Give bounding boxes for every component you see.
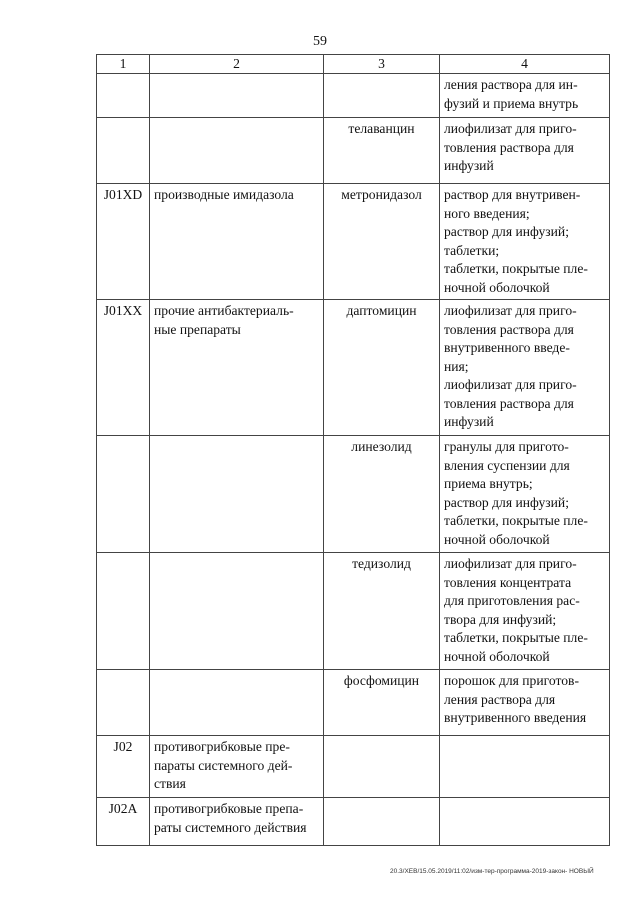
table-row <box>97 670 610 736</box>
pharmacological-group-line: противогрибковые пре- <box>154 739 290 754</box>
dosage-form-line: лиофилизат для приго- <box>444 121 577 136</box>
atc-code-cell <box>97 118 150 184</box>
pharmacological-group-cell <box>150 670 324 736</box>
dosage-form-line: вления суспензии для <box>444 457 570 473</box>
dosage-form-line: ного введения; <box>444 205 530 221</box>
drug-name-cell: тедизолид <box>324 553 440 670</box>
dosage-form-line: лиофилизат для приго- <box>444 556 577 571</box>
pharmacological-group-cell <box>150 736 324 798</box>
pharmacological-group-cell <box>150 300 324 436</box>
pharmacological-group-cell <box>150 553 324 670</box>
column-header-2: 2 <box>150 55 324 74</box>
atc-code-cell <box>97 74 150 118</box>
header-row <box>97 55 610 74</box>
dosage-form-line: гранулы для пригото- <box>444 439 569 454</box>
atc-code-cell <box>97 670 150 736</box>
pharmacological-group-line: противогрибковые препа- <box>154 801 304 816</box>
dosage-form-cell <box>440 118 610 184</box>
dosage-form-line: ления раствора для <box>444 691 556 707</box>
dosage-form-line: лиофилизат для приго- <box>444 377 577 392</box>
dosage-form-line: таблетки, покрытые пле- <box>444 261 588 276</box>
dosage-form-line: ления раствора для ин- <box>444 77 578 92</box>
dosage-form-line: ночной оболочкой <box>444 531 550 547</box>
dosage-form-line: лиофилизат для приго- <box>444 303 577 318</box>
dosage-form-line: раствор для внутривен- <box>444 187 581 202</box>
dosage-form-cell <box>440 736 610 798</box>
dosage-form-line: фузий и приема внутрь <box>444 95 579 111</box>
dosage-form-line: порошок для приготов- <box>444 673 579 688</box>
dosage-form-line: таблетки, покрытые пле- <box>444 513 588 528</box>
pharmacological-group-cell <box>150 436 324 553</box>
drug-name-cell: линезолид <box>324 436 440 553</box>
pharmacological-group-cell <box>150 798 324 846</box>
dosage-form-line: для приготовления рас- <box>444 593 580 608</box>
drug-name-cell: фосфомицин <box>324 670 440 736</box>
dosage-form-cell <box>440 670 610 736</box>
pharmacological-group-cell <box>150 184 324 300</box>
table-row <box>97 184 610 300</box>
pharmacological-group-line: ствия <box>154 776 186 791</box>
pharmacological-group-line: параты системного дей- <box>154 757 293 773</box>
pharmacological-group-line: ные препараты <box>154 321 241 337</box>
drug-name-cell: метронидазол <box>324 184 440 300</box>
table-row <box>97 436 610 553</box>
dosage-form-line: раствор для инфузий; <box>444 224 569 239</box>
dosage-form-cell <box>440 300 610 436</box>
dosage-form-line: инфузий <box>444 158 494 173</box>
column-header-4: 4 <box>440 55 610 74</box>
pharmacological-group-line: раты системного действия <box>154 819 307 835</box>
atc-code-cell <box>97 553 150 670</box>
dosage-form-cell <box>440 184 610 300</box>
dosage-form-cell <box>440 436 610 553</box>
dosage-form-line: товления раствора для <box>444 321 574 337</box>
pharmacological-group-cell <box>150 118 324 184</box>
dosage-form-line: товления раствора для <box>444 139 574 155</box>
dosage-form-line: ния; <box>444 358 469 374</box>
table-row <box>97 300 610 436</box>
dosage-form-cell <box>440 798 610 846</box>
atc-code-cell: J01XX <box>97 300 150 436</box>
dosage-form-line: инфузий <box>444 414 494 429</box>
table-body <box>97 74 610 846</box>
drug-table <box>96 54 610 846</box>
dosage-form-line: ночной оболочкой <box>444 648 550 664</box>
dosage-form-line: внутривенного введения <box>444 710 587 725</box>
drug-name-cell <box>324 798 440 846</box>
atc-code-cell: J01XD <box>97 184 150 300</box>
dosage-form-line: товления концентрата <box>444 574 572 590</box>
dosage-form-line: приема внутрь; <box>444 476 533 491</box>
dosage-form-line: ночной оболочкой <box>444 279 550 295</box>
drug-name-cell: телаванцин <box>324 118 440 184</box>
dosage-form-line: внутривенного введе- <box>444 340 570 355</box>
table-row <box>97 553 610 670</box>
drug-name-cell <box>324 74 440 118</box>
dosage-form-line: таблетки; <box>444 242 500 258</box>
column-header-3: 3 <box>324 55 440 74</box>
dosage-form-cell <box>440 553 610 670</box>
dosage-form-line: таблетки, покрытые пле- <box>444 630 588 645</box>
pharmacological-group-line: производные имидазола <box>154 187 294 202</box>
table-row <box>97 798 610 846</box>
dosage-form-line: твора для инфузий; <box>444 611 557 627</box>
page-number: 59 <box>313 34 327 49</box>
atc-code-cell: J02A <box>97 798 150 846</box>
dosage-form-line: товления раствора для <box>444 395 574 411</box>
pharmacological-group-line: прочие антибактериаль- <box>154 303 294 318</box>
table-row <box>97 736 610 798</box>
table-row <box>97 118 610 184</box>
footer-stamp: 20.3/ХЕВ/15.05.2019/11:02/изм-тер-программа-2019-закон- НОВЫЙ <box>390 868 594 875</box>
atc-code-cell <box>97 436 150 553</box>
atc-code-cell: J02 <box>97 736 150 798</box>
table-row <box>97 74 610 118</box>
pharmacological-group-cell <box>150 74 324 118</box>
column-header-1: 1 <box>97 55 150 74</box>
drug-name-cell: даптомицин <box>324 300 440 436</box>
drug-name-cell <box>324 736 440 798</box>
dosage-form-cell <box>440 74 610 118</box>
dosage-form-line: раствор для инфузий; <box>444 494 569 510</box>
